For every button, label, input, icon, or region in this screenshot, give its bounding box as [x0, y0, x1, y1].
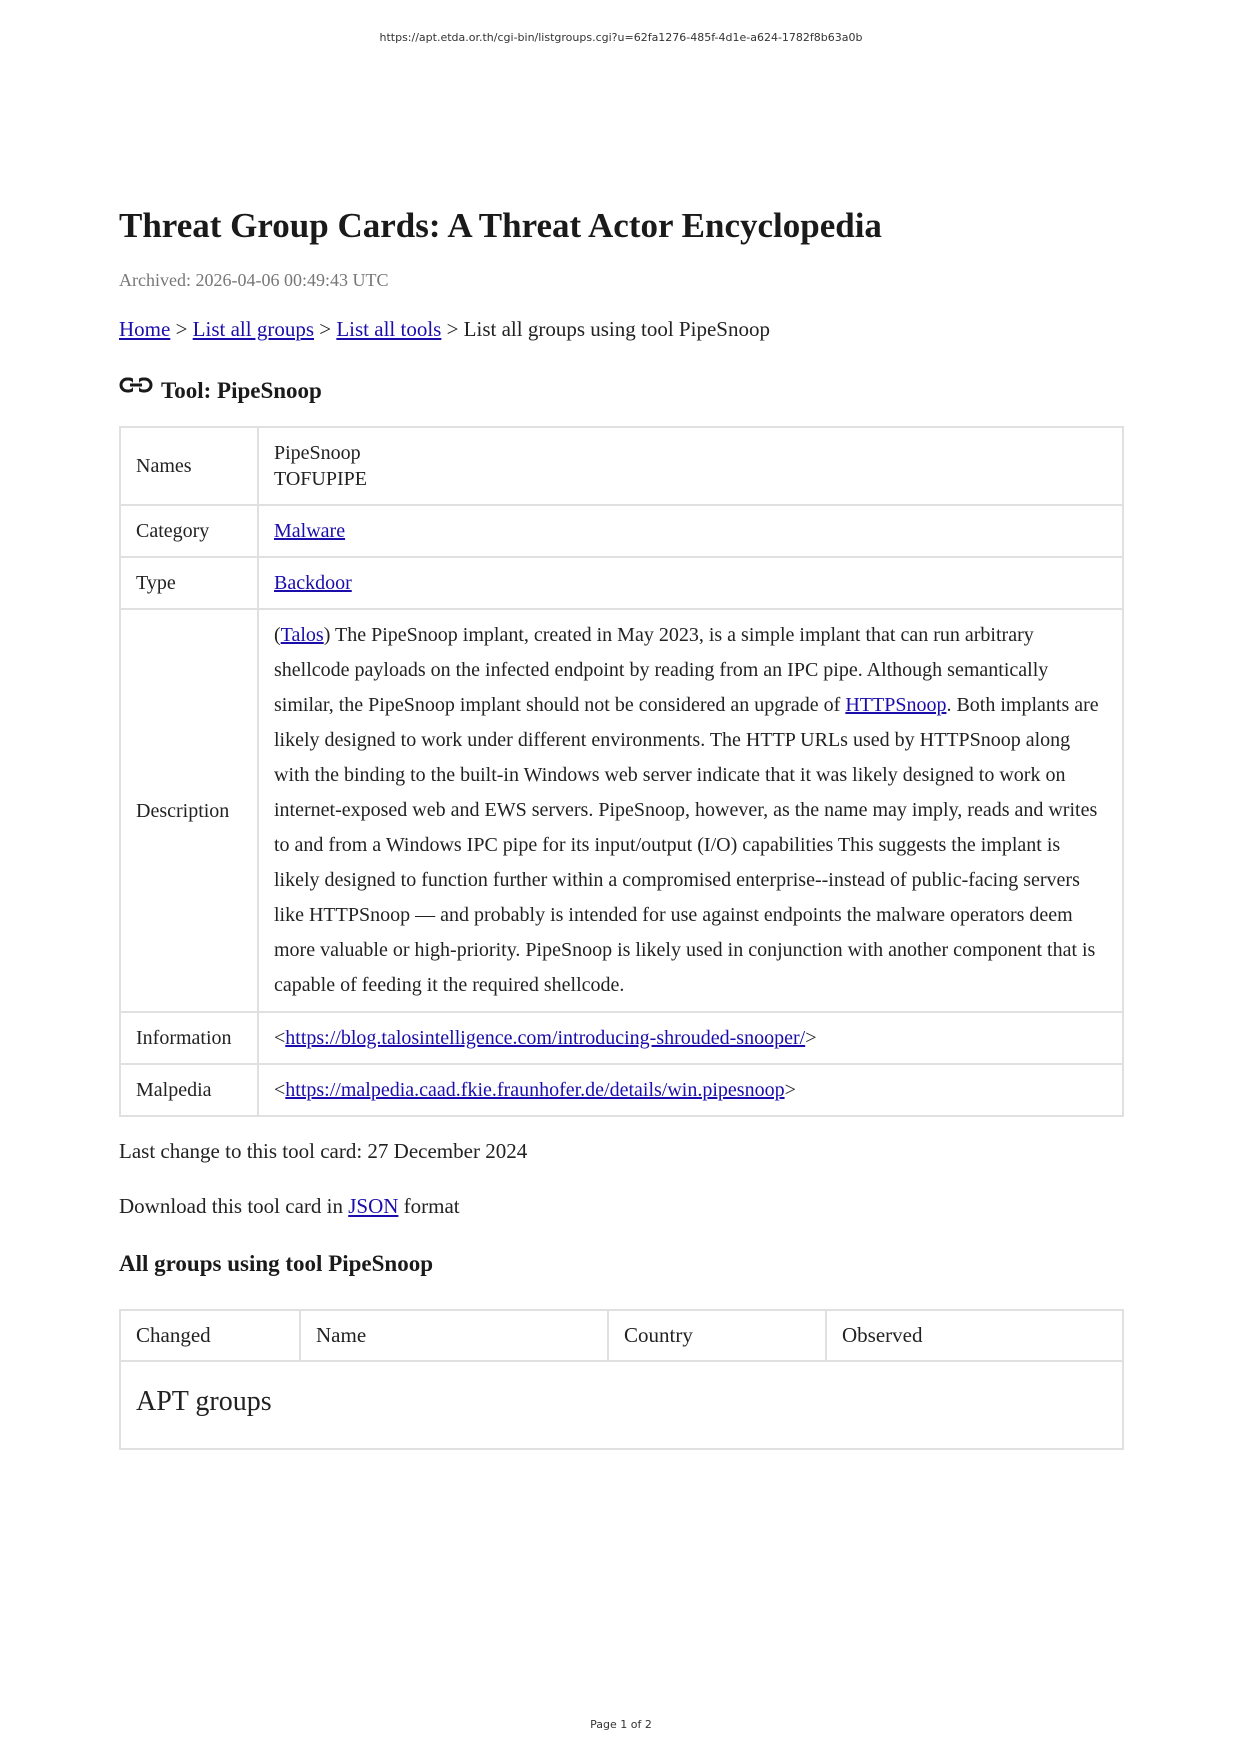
tool-heading-text: Tool: PipeSnoop — [161, 378, 322, 403]
description-text: ) The PipeSnoop implant, created in May 2023, is a simple implant that can run arbitrary shellcode payloads on the infected endpoint by reading from an IPC pipe. Although semantically similar, the PipeSnoop implant should not be considered an upgrade of — [274, 624, 1049, 716]
name-item: TOFUPIPE — [274, 468, 367, 490]
column-header-observed[interactable]: Observed — [826, 1310, 1123, 1361]
breadcrumb-current: > List all groups using tool PipeSnoop — [441, 317, 770, 341]
page-number-footer: Page 1 of 2 — [590, 1718, 652, 1731]
category-link[interactable]: Malware — [274, 520, 346, 542]
angle-open: < — [274, 1027, 286, 1049]
tool-heading — [119, 378, 1124, 404]
information-link[interactable]: https://blog.talosintelligence.com/introducing-shrouded-snooper/ — [285, 1027, 806, 1049]
table-row — [120, 427, 1123, 505]
table-row — [120, 1064, 1123, 1116]
category-label: Category — [120, 505, 258, 557]
angle-close: > — [805, 1027, 817, 1049]
malpedia-value — [258, 1064, 1123, 1116]
category-value — [258, 505, 1123, 557]
column-header-changed[interactable]: Changed — [120, 1310, 300, 1361]
groups-heading: All groups using tool PipeSnoop — [119, 1251, 434, 1276]
type-label: Type — [120, 557, 258, 609]
breadcrumb — [119, 317, 1124, 342]
description-text: ( — [274, 624, 281, 646]
malpedia-label: Malpedia — [120, 1064, 258, 1116]
type-link[interactable]: Backdoor — [274, 572, 352, 594]
json-download-link[interactable]: JSON — [348, 1194, 399, 1218]
column-header-name[interactable]: Name — [300, 1310, 608, 1361]
download-prefix: Download this tool card in — [119, 1194, 349, 1218]
last-change-text: Last change to this tool card: 27 December 2024 — [119, 1139, 528, 1163]
archived-timestamp: Archived: 2026-04-06 00:49:43 UTC — [119, 270, 389, 290]
download-suffix: format — [398, 1194, 460, 1218]
httpsnoop-link[interactable]: HTTPSnoop — [845, 694, 947, 716]
description-label: Description — [120, 609, 258, 1012]
malpedia-link[interactable]: https://malpedia.caad.fkie.fraunhofer.de/details/win.pipesnoop — [285, 1079, 785, 1101]
description-text: . Both implants are likely designed to work under different environments. The HTTP URLs used by HTTPSnoop along with the binding to the built-in Windows web server indicate that it was likely designed to work on internet-exposed web and EWS servers. PipeSnoop, however, as the name may imply, reads and writes to and from a Windows IPC pipe for its input/output (I/O) capabilities This suggests the implant is likely designed to function further within a compromised enterprise--instead of public-facing servers like HTTPSnoop — and probably is intended for use against endpoints the malware operators deem more valuable or high-priority. PipeSnoop is likely used in conjunction with another component that is capable of feeding it the required shellcode. — [274, 694, 1099, 996]
page-title: Threat Group Cards: A Threat Actor Encyclopedia — [119, 206, 882, 245]
table-row — [120, 609, 1123, 1012]
column-header-country[interactable]: Country — [608, 1310, 826, 1361]
angle-open: < — [274, 1079, 286, 1101]
name-item: PipeSnoop — [274, 442, 361, 464]
talos-source-link[interactable]: Talos — [280, 624, 324, 646]
breadcrumb-separator: > — [170, 317, 193, 341]
information-label: Information — [120, 1012, 258, 1064]
tool-info-table — [119, 426, 1124, 1117]
table-row — [120, 1361, 1123, 1449]
table-row — [120, 1012, 1123, 1064]
table-row — [120, 557, 1123, 609]
breadcrumb-groups-link[interactable]: List all groups — [192, 317, 314, 341]
main-content — [119, 208, 1124, 1450]
table-header-row — [120, 1310, 1123, 1361]
breadcrumb-tools-link[interactable]: List all tools — [336, 317, 442, 341]
table-row — [120, 505, 1123, 557]
information-value — [258, 1012, 1123, 1064]
apt-groups-section-title: APT groups — [120, 1361, 1123, 1449]
download-line — [119, 1194, 1124, 1219]
breadcrumb-separator: > — [314, 317, 337, 341]
description-value — [258, 609, 1123, 1012]
link-icon — [119, 372, 153, 398]
print-url-header: https://apt.etda.or.th/cgi-bin/listgroups.cgi?u=62fa1276-485f-4d1e-a624-1782f8b63a0b — [379, 31, 863, 44]
type-value — [258, 557, 1123, 609]
groups-table — [119, 1309, 1124, 1450]
angle-close: > — [784, 1079, 796, 1101]
breadcrumb-home-link[interactable]: Home — [119, 317, 171, 341]
names-value — [258, 427, 1123, 505]
names-label: Names — [120, 427, 258, 505]
